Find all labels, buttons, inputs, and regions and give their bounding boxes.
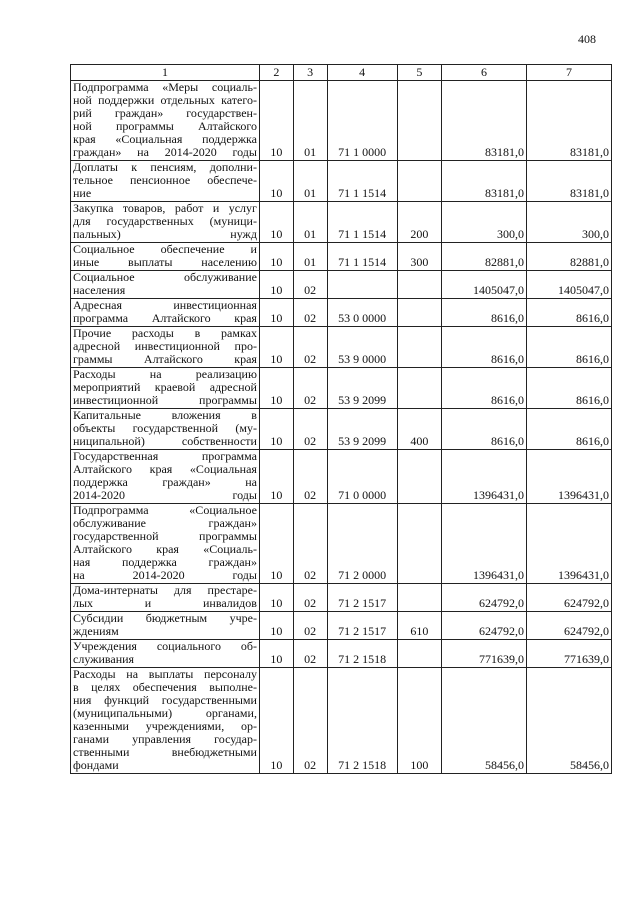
- column-header: 2: [259, 65, 293, 81]
- target-article-code: 71 2 1517: [327, 584, 397, 612]
- row-description: [71, 299, 260, 327]
- amount-value: 8616,0: [442, 409, 527, 450]
- amount-value: 82881,0: [442, 243, 527, 271]
- description-line: адресной инвестиционной про-: [73, 339, 257, 353]
- expense-type-code: [397, 450, 441, 504]
- target-article-code: [327, 271, 397, 299]
- amount-value: 8616,0: [442, 327, 527, 368]
- description-line: обслуживание граждан»: [73, 516, 257, 530]
- amount-value-total: 58456,0: [527, 668, 612, 774]
- table-row: [71, 202, 612, 243]
- target-article-code: 71 2 0000: [327, 504, 397, 584]
- description-line: Расходы на реализацию: [73, 367, 257, 381]
- subsection-code: 02: [293, 271, 327, 299]
- description-line: тельное пенсионное обеспече-: [73, 173, 257, 187]
- description-line: инвестиционной программы: [73, 393, 257, 407]
- description-line: Адресная инвестиционная: [73, 298, 257, 312]
- section-code: 10: [259, 409, 293, 450]
- table-row: [71, 450, 612, 504]
- target-article-code: 71 1 1514: [327, 243, 397, 271]
- description-line: граммы Алтайского края: [73, 352, 257, 366]
- description-line: мероприятий краевой адресной: [73, 380, 257, 394]
- subsection-code: 01: [293, 161, 327, 202]
- amount-value-total: 8616,0: [527, 368, 612, 409]
- target-article-code: 71 2 1517: [327, 612, 397, 640]
- subsection-code: 02: [293, 668, 327, 774]
- section-code: 10: [259, 202, 293, 243]
- row-description: [71, 450, 260, 504]
- table-row: [71, 668, 612, 774]
- table-row: [71, 271, 612, 299]
- subsection-code: 02: [293, 504, 327, 584]
- expense-type-code: [397, 299, 441, 327]
- subsection-code: 02: [293, 612, 327, 640]
- target-article-code: 71 1 1514: [327, 202, 397, 243]
- section-code: 10: [259, 450, 293, 504]
- table-row: [71, 584, 612, 612]
- amount-value-total: 82881,0: [527, 243, 612, 271]
- expense-type-code: [397, 504, 441, 584]
- description-line: служивания: [73, 652, 135, 666]
- description-line: Учреждения социального об-: [73, 639, 257, 653]
- subsection-code: 02: [293, 409, 327, 450]
- target-article-code: 53 9 0000: [327, 327, 397, 368]
- expense-type-code: [397, 640, 441, 668]
- expense-type-code: [397, 81, 441, 161]
- subsection-code: 02: [293, 299, 327, 327]
- description-line: Прочие расходы в рамках: [73, 326, 257, 340]
- amount-value-total: 83181,0: [527, 161, 612, 202]
- table-row: [71, 81, 612, 161]
- subsection-code: 02: [293, 584, 327, 612]
- description-line: граждан» на 2014-2020 годы: [73, 145, 257, 159]
- subsection-code: 01: [293, 81, 327, 161]
- target-article-code: 71 1 0000: [327, 81, 397, 161]
- budget-table: [70, 64, 612, 774]
- amount-value: 83181,0: [442, 161, 527, 202]
- description-line: (муниципальными) органами,: [73, 706, 257, 720]
- row-description: [71, 368, 260, 409]
- subsection-code: 02: [293, 450, 327, 504]
- column-header: 3: [293, 65, 327, 81]
- table-row: [71, 409, 612, 450]
- subsection-code: 02: [293, 640, 327, 668]
- description-line: объекты государственной (му-: [73, 421, 257, 435]
- row-description: [71, 161, 260, 202]
- description-line: Дома-интернаты для престаре-: [73, 583, 257, 597]
- section-code: 10: [259, 327, 293, 368]
- table-row: [71, 243, 612, 271]
- amount-value-total: 83181,0: [527, 81, 612, 161]
- amount-value-total: 624792,0: [527, 584, 612, 612]
- description-line: 2014-2020 годы: [73, 488, 257, 502]
- description-line: ной поддержки отдельных катего-: [73, 93, 257, 107]
- description-line: края «Социальная поддержка: [73, 132, 257, 146]
- row-description: [71, 640, 260, 668]
- row-description: [71, 327, 260, 368]
- amount-value: 58456,0: [442, 668, 527, 774]
- description-line: поддержка граждан» на: [73, 475, 257, 489]
- description-line: государственной программы: [73, 529, 257, 543]
- amount-value: 1396431,0: [442, 450, 527, 504]
- target-article-code: 71 2 1518: [327, 640, 397, 668]
- description-line: иные выплаты населению: [73, 255, 257, 269]
- expense-type-code: 100: [397, 668, 441, 774]
- description-line: Расходы на выплаты персоналу: [73, 667, 257, 681]
- expense-type-code: 300: [397, 243, 441, 271]
- description-line: ная поддержка граждан»: [73, 555, 257, 569]
- description-line: программа Алтайского края: [73, 311, 257, 325]
- amount-value-total: 8616,0: [527, 299, 612, 327]
- amount-value-total: 624792,0: [527, 612, 612, 640]
- row-description: [71, 271, 260, 299]
- description-line: ния функций государственными: [73, 693, 257, 707]
- target-article-code: 71 0 0000: [327, 450, 397, 504]
- description-line: ждениям: [73, 624, 119, 638]
- column-header: 1: [71, 65, 260, 81]
- header-row: [71, 65, 612, 81]
- amount-value: 624792,0: [442, 612, 527, 640]
- row-description: [71, 504, 260, 584]
- row-description: [71, 81, 260, 161]
- table-row: [71, 299, 612, 327]
- table-row: [71, 327, 612, 368]
- description-line: Капитальные вложения в: [73, 408, 257, 422]
- section-code: 10: [259, 299, 293, 327]
- description-line: лых и инвалидов: [73, 596, 257, 610]
- section-code: 10: [259, 161, 293, 202]
- description-line: Подпрограмма «Социальное: [73, 503, 257, 517]
- target-article-code: 71 2 1518: [327, 668, 397, 774]
- description-line: Социальное обеспечение и: [73, 242, 257, 256]
- expense-type-code: [397, 271, 441, 299]
- description-line: фондами: [73, 758, 119, 772]
- expense-type-code: [397, 368, 441, 409]
- subsection-code: 02: [293, 327, 327, 368]
- description-line: ной программы Алтайского: [73, 119, 257, 133]
- description-line: Алтайского края «Социаль-: [73, 542, 257, 556]
- table-row: [71, 161, 612, 202]
- description-line: населения: [73, 283, 126, 297]
- expense-type-code: 610: [397, 612, 441, 640]
- section-code: 10: [259, 368, 293, 409]
- description-line: Подпрограмма «Меры социаль-: [73, 80, 257, 94]
- amount-value-total: 8616,0: [527, 409, 612, 450]
- section-code: 10: [259, 668, 293, 774]
- description-line: Доплаты к пенсиям, дополни-: [73, 160, 257, 174]
- description-line: Алтайского края «Социальная: [73, 462, 257, 476]
- amount-value: 1396431,0: [442, 504, 527, 584]
- description-line: Социальное обслуживание: [73, 270, 257, 284]
- expense-type-code: [397, 327, 441, 368]
- amount-value-total: 1396431,0: [527, 450, 612, 504]
- expense-type-code: [397, 161, 441, 202]
- description-line: в целях обеспечения выполне-: [73, 680, 257, 694]
- section-code: 10: [259, 81, 293, 161]
- column-header: 5: [397, 65, 441, 81]
- amount-value: 83181,0: [442, 81, 527, 161]
- description-line: Субсидии бюджетным учре-: [73, 611, 257, 625]
- table-row: [71, 640, 612, 668]
- description-line: для государственных (муници-: [73, 214, 257, 228]
- amount-value-total: 771639,0: [527, 640, 612, 668]
- row-description: [71, 243, 260, 271]
- expense-type-code: 400: [397, 409, 441, 450]
- column-header: 7: [527, 65, 612, 81]
- section-code: 10: [259, 504, 293, 584]
- subsection-code: 01: [293, 243, 327, 271]
- expense-type-code: [397, 584, 441, 612]
- amount-value: 8616,0: [442, 368, 527, 409]
- subsection-code: 02: [293, 368, 327, 409]
- row-description: [71, 409, 260, 450]
- column-header: 6: [442, 65, 527, 81]
- row-description: [71, 202, 260, 243]
- table-row: [71, 504, 612, 584]
- target-article-code: 53 9 2099: [327, 368, 397, 409]
- section-code: 10: [259, 584, 293, 612]
- section-code: 10: [259, 271, 293, 299]
- amount-value-total: 8616,0: [527, 327, 612, 368]
- description-line: Государственная программа: [73, 449, 257, 463]
- description-line: рий граждан» государствен-: [73, 106, 257, 120]
- amount-value: 771639,0: [442, 640, 527, 668]
- target-article-code: 71 1 1514: [327, 161, 397, 202]
- amount-value-total: 1405047,0: [527, 271, 612, 299]
- table-row: [71, 368, 612, 409]
- row-description: [71, 668, 260, 774]
- amount-value-total: 1396431,0: [527, 504, 612, 584]
- expense-type-code: 200: [397, 202, 441, 243]
- table-row: [71, 612, 612, 640]
- row-description: [71, 612, 260, 640]
- description-line: пальных) нужд: [73, 227, 257, 241]
- subsection-code: 01: [293, 202, 327, 243]
- amount-value-total: 300,0: [527, 202, 612, 243]
- target-article-code: 53 0 0000: [327, 299, 397, 327]
- description-line: ственными внебюджетными: [73, 745, 257, 759]
- description-line: на 2014-2020 годы: [73, 568, 257, 582]
- description-line: ганами управления государ-: [73, 732, 257, 746]
- description-line: ние: [73, 186, 92, 200]
- description-line: казенными учреждениями, ор-: [73, 719, 257, 733]
- page-number: 408: [578, 32, 596, 46]
- row-description: [71, 584, 260, 612]
- amount-value: 300,0: [442, 202, 527, 243]
- amount-value: 624792,0: [442, 584, 527, 612]
- amount-value: 8616,0: [442, 299, 527, 327]
- section-code: 10: [259, 243, 293, 271]
- target-article-code: 53 9 2099: [327, 409, 397, 450]
- section-code: 10: [259, 640, 293, 668]
- description-line: ниципальной) собственности: [73, 434, 257, 448]
- amount-value: 1405047,0: [442, 271, 527, 299]
- section-code: 10: [259, 612, 293, 640]
- description-line: Закупка товаров, работ и услуг: [73, 201, 257, 215]
- column-header: 4: [327, 65, 397, 81]
